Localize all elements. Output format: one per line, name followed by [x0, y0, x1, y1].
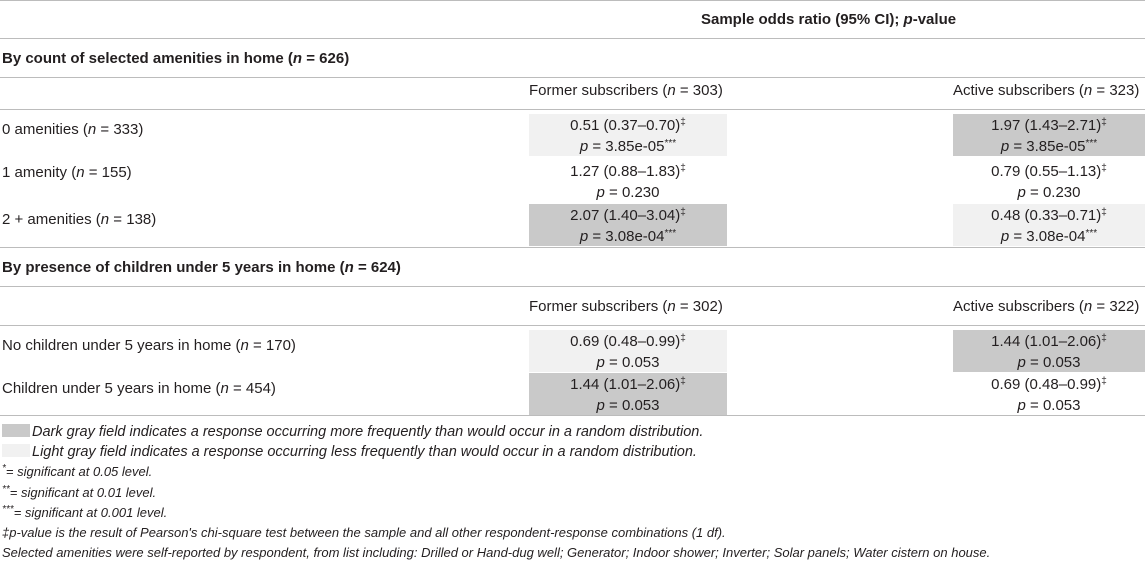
- subheader-rule: [0, 325, 1145, 326]
- header-rule: [0, 38, 1145, 39]
- table-header-title: Sample odds ratio (95% CI); p-value: [701, 11, 957, 28]
- row-label: 0 amenities (n = 333): [2, 121, 144, 138]
- top-rule: [0, 0, 1145, 1]
- footnote-sig-001: **= significant at 0.01 level.: [2, 484, 157, 500]
- cell-former-dark: 1.44 (1.01–2.06)‡ p = 0.053: [529, 373, 727, 415]
- column-header-former: Former subscribers (n = 302): [529, 298, 723, 315]
- cell-former-dark: 2.07 (1.40–3.04)‡ p = 3.08e-04***: [529, 204, 727, 246]
- section-heading-amenities: By count of selected amenities in home (n = 626): [2, 50, 350, 67]
- cell-active: 0.69 (0.48–0.99)‡ p = 0.053: [991, 376, 1107, 414]
- column-header-former: Former subscribers (n = 303): [529, 82, 723, 99]
- cell-former-light: 0.51 (0.37–0.70)‡ p = 3.85e-05***: [529, 114, 727, 156]
- row-label: No children under 5 years in home (n = 170): [2, 337, 296, 354]
- cell-active-dark: 1.97 (1.43–2.71)‡ p = 3.85e-05***: [953, 114, 1145, 156]
- light-gray-swatch: [2, 444, 30, 457]
- row-label: 1 amenity (n = 155): [2, 164, 132, 181]
- footnote-sig-005: *= significant at 0.05 level.: [2, 463, 153, 479]
- column-header-active: Active subscribers (n = 322): [953, 298, 1140, 315]
- section-rule: [0, 286, 1145, 287]
- row-label: Children under 5 years in home (n = 454): [2, 380, 276, 397]
- section-rule: [0, 77, 1145, 78]
- footnote-dark-gray: Dark gray field indicates a response occurring more frequently than would occur in a random distribution.: [2, 423, 703, 441]
- footnote-amenities: Selected amenities were self-reported by respondent, from list including: Drilled or Hand-dug well; Generator; Indoor shower; Inverter; Solar panels; Water cistern on house.: [2, 545, 991, 560]
- dark-gray-swatch: [2, 424, 30, 437]
- section-heading-children: By presence of children under 5 years in home (n = 624): [2, 259, 401, 276]
- cell-active-dark: 1.44 (1.01–2.06)‡ p = 0.053: [953, 330, 1145, 372]
- footnote-light-gray: Light gray field indicates a response occurring less frequently than would occur in a random distribution.: [2, 443, 697, 461]
- row-label: 2 + amenities (n = 138): [2, 211, 157, 228]
- cell-former: 1.27 (0.88–1.83)‡ p = 0.230: [570, 163, 686, 201]
- subheader-rule: [0, 109, 1145, 110]
- section-end-rule: [0, 247, 1145, 248]
- footnote-sig-0001: ***= significant at 0.001 level.: [2, 504, 168, 520]
- bottom-rule: [0, 415, 1145, 416]
- cell-active: 0.79 (0.55–1.13)‡ p = 0.230: [991, 163, 1107, 201]
- footnote-chi-square: ‡p-value is the result of Pearson's chi-square test between the sample and all other respondent-response combinations (1 df).: [2, 525, 726, 540]
- cell-former-light: 0.69 (0.48–0.99)‡ p = 0.053: [529, 330, 727, 372]
- cell-active-light: 0.48 (0.33–0.71)‡ p = 3.08e-04***: [953, 204, 1145, 246]
- column-header-active: Active subscribers (n = 323): [953, 82, 1140, 99]
